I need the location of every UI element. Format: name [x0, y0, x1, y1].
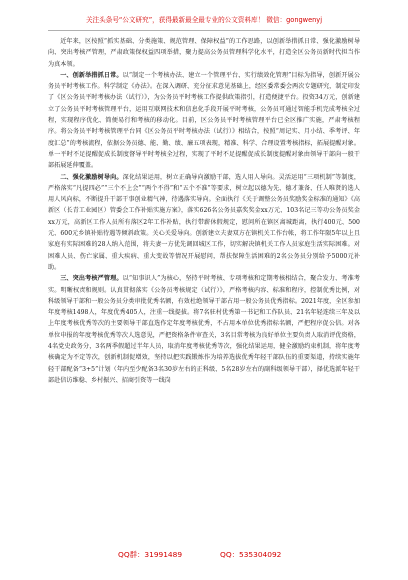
- intro-paragraph: 近年来，区按照“抓实基础、分类施策、规范管理、保障权益”的工作思路，以创新举措抓日常、强化激励树导向、突出考核严管理，严肃政策保权益四项举措，聚力提高公务员管理科学化水平，打造全区公务员新时代担当作为真本领。: [48, 38, 360, 68]
- header-banner: 关注头条号“公文研究”，获得最新最全最专业的公文资料库！ 微信：gongwenyj: [85, 16, 323, 24]
- section-body-3: 以“知事识人”为核心，坚持平时考核、专项考核和定期考核相结合，聚合发力、考准考实。明晰权责和规则。认真贯彻落实《公务员考核规定（试行）》，严格考核内容、标准和程序，控制优秀比例，对科级领导干部和一般公务员分类审批优秀名额，有效杜绝领导干部占用一般公务员优秀指标。2021年度，全区参加年度考核1498人，年度优秀405人，注重一线提拔。将7名驻村优秀第一书记和工作队员、21名年轻连续三年及以上年度考核优秀等次的主要领导干部直选作定年度考核优秀，不占用本单位优秀指标名额，严把程序促公信。对各单位申报的年度考核优秀等次人选意见，严把资格条件审查关，3名目常考核为良好单位主要负责人取消评优资格，4名党史政务分，3名两季假超过半年人员，取消年度考核优秀等次，强化结果运用，健全激励约束机制，将年度考核确定为不定等次，创新机制促增效，坚持以把实践锻炼作为培养选拔优秀年轻干部队伍的重要渠道，持续实施年轻干部配备“3+5”计划（年内至少配备3名30岁左右的正科级、5名28岁左右的副科级领导干部），择优选派年轻干部赴信访维稳、乡村振兴、招商引资等一线岗: [48, 275, 360, 384]
- qq-group-number: QQ群：31991489: [118, 550, 183, 559]
- footer-contact: [48, 549, 360, 561]
- qq-number: QQ：535304092: [220, 550, 282, 559]
- section-body-2: 深化结果运用，树立正确导向激励干部，选人用人导向。灵活运用“三项机制”等制度，严格落实“凡提四必”“三个不上会”“两个不得”和“五个不准”等要求，树立起以德为先、德才兼备、任人唯贤的选人用人风向标，不断提升干部干事创业精气神，待遇落实导向。全面执行《关于调整公务员奖励奖金标准的通知》《高新区（长青工业园区）管委会工作补贴实施方案》，落实626名公务员嘉奖奖金xx万元、103名记三等功公务员奖金xx万元，高新区工作人员所有落区2年工作补贴，执行带薪休假规定，慰问所在镇区离城距离，执行400元、500元、600元乡镇补贴待遇等倾斜政策。关心关爱导向。创新建立夫妻双方在镇机关工作台帐，将工作年限5年以上且家庭有实际困难的28人纳入范围，将夫妻一方优先调回城区工作，切实解决镇机关工作人员家庭生活实际困难。对困难人员、伤亡家属、重大疾病、重大变故等情况开展慰问，帮扶保障生活困难的2名公务员分别给予5000元补助。: [48, 173, 360, 271]
- section-body-1: 以“制定一个考核办法、建立一个管理平台、实行绩效化管理”目标为指导，创新开展公务员平时考核工作。科学制定《办法》。在深入调研、充分征求意见基础上，经区委常委会两次专题研究，制定印发了《区公务员平时考核办法（试行）》，为公务员平时考核工作提供政策指引，打造便捷平台。投资34万元，创新建立了公务员平时考核管理平台，运用互联网技术和信息化手段开展平时考核，公务员可通过智能手机完成考核全过程，实现程序优化、简便易行和考核的移动化。目前，区公务员平时考核管理平台已全区推广实施，严肃考核程序。将公务员平时考核管理平台同《区公务员平时考核办法（试行）》相结合，按照“周记实、月小结、季考评、年度汇总”的考核流程，依据公务员德、能、勤、绩、廉五项表现，精准、科学、合理设置考核指标，拓展提醒对象。单一平时不足提醒促成长制度督导平时考核全过程，实现了平时不足提醒促成长制度提醒对象由领导干部向一般干部拓展延伸覆盖。: [48, 71, 360, 170]
- section-paragraph-2: [48, 172, 360, 274]
- header-divider: [48, 30, 360, 31]
- section-heading-3: 三、突出考核严管理。: [60, 275, 123, 283]
- document-page: [48, 14, 360, 566]
- document-body: [48, 36, 360, 386]
- section-paragraph-1: [48, 70, 360, 172]
- section-paragraph-3: [48, 273, 360, 386]
- section-heading-2: 二、强化激励树导向。: [60, 173, 123, 181]
- section-heading-1: 一、创新举措抓日常。: [60, 71, 123, 79]
